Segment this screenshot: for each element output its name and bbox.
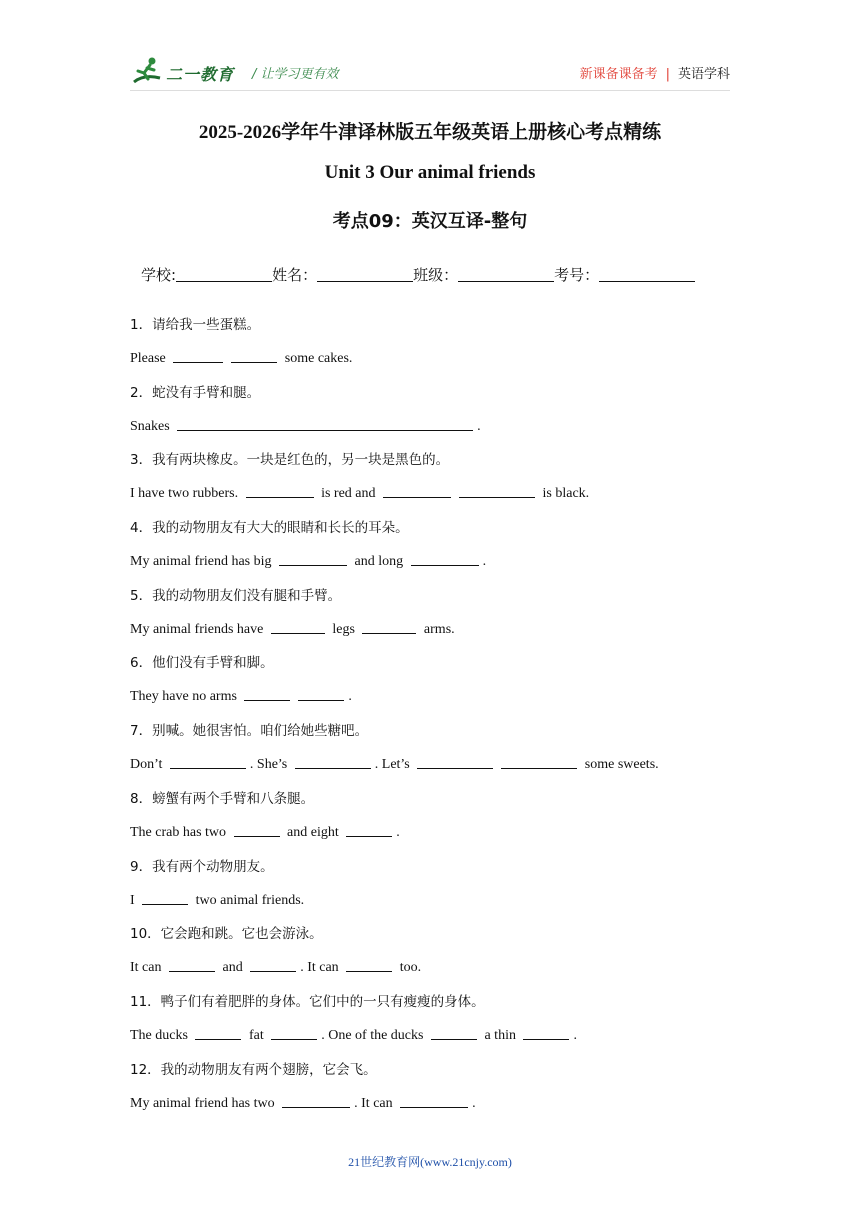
sentence-text: some cakes. <box>281 351 353 366</box>
slogan: / 让学习更有效 <box>252 67 339 82</box>
sentence-text: fat <box>245 1027 268 1043</box>
question-chinese: 10．它会跑和跳。它也会游泳。 <box>130 926 323 943</box>
question-item <box>130 923 730 991</box>
question-chinese: 3．我有两块橡皮。一块是红色的，另一块是黑色的。 <box>130 452 450 469</box>
answer-blank[interactable] <box>177 416 473 431</box>
name-label: 姓名： <box>272 266 318 284</box>
question-english <box>130 416 730 438</box>
logo <box>130 56 240 88</box>
answer-blank[interactable] <box>231 348 277 363</box>
answer-blank[interactable] <box>271 619 325 634</box>
name-field[interactable] <box>317 267 413 282</box>
sentence-text: I <box>130 892 139 908</box>
question-item <box>130 856 730 924</box>
number-field[interactable] <box>599 267 695 282</box>
answer-blank[interactable] <box>295 754 371 769</box>
footer-source: 21世纪教育网(www.21cnjy.com) <box>348 1155 512 1169</box>
header-right <box>580 63 730 82</box>
sentence-text: too. <box>396 960 422 976</box>
sentence-text: . <box>482 554 487 570</box>
sentence-text: . <box>477 418 481 434</box>
logo-text: 二一教育 <box>166 65 235 84</box>
sentence-text: . <box>396 824 400 840</box>
sentence-text: Please <box>130 351 170 366</box>
sentence-text: My animal friend has two <box>130 1095 279 1111</box>
answer-blank[interactable] <box>523 1025 569 1040</box>
question-item <box>130 382 730 450</box>
school-label: 学校: <box>141 266 177 284</box>
question-chinese: 2．蛇没有手臂和腿。 <box>130 384 261 401</box>
sentence-text: They have no arms <box>130 689 241 705</box>
question-english <box>130 1093 730 1115</box>
header-subject: 英语学科 <box>677 67 730 82</box>
topic-title: 考点09：英汉互译-整句 <box>332 211 528 232</box>
answer-blank[interactable] <box>246 483 314 498</box>
answer-blank[interactable] <box>170 754 246 769</box>
runner-logo-icon <box>130 56 166 88</box>
sentence-text: Snakes <box>130 418 174 434</box>
sentence-text: a thin <box>480 1027 520 1043</box>
question-english <box>130 754 730 776</box>
page-header <box>130 56 730 90</box>
answer-blank[interactable] <box>250 957 296 972</box>
sentence-text: is red and <box>317 486 380 502</box>
answer-blank[interactable] <box>431 1025 477 1040</box>
answer-blank[interactable] <box>362 619 416 634</box>
sentence-text: The crab has two <box>130 824 230 840</box>
question-item <box>130 585 730 653</box>
sentence-text: It can <box>130 960 165 976</box>
question-chinese: 9．我有两个动物朋友。 <box>130 858 274 875</box>
sentence-text: . <box>348 689 352 705</box>
sentence-text: . <box>472 1095 476 1111</box>
sentence-text: . One of the ducks <box>321 1027 427 1043</box>
sentence-text: My animal friend has big <box>130 554 276 570</box>
sentence-text: some sweets. <box>581 757 659 773</box>
answer-blank[interactable] <box>411 551 479 566</box>
sentence-text: and long <box>351 554 407 570</box>
question-item <box>130 314 730 382</box>
question-english <box>130 686 730 708</box>
question-chinese: 5．我的动物朋友们没有腿和手臂。 <box>130 587 342 604</box>
question-chinese: 4．我的动物朋友有大大的眼睛和长长的耳朵。 <box>130 520 409 537</box>
question-item <box>130 517 730 585</box>
sentence-text: . <box>573 1027 577 1043</box>
class-field[interactable] <box>458 267 554 282</box>
answer-blank[interactable] <box>195 1025 241 1040</box>
sentence-text: and eight <box>283 824 343 840</box>
sentence-text: arms. <box>420 621 455 637</box>
sentence-text: is black. <box>539 486 590 502</box>
answer-blank[interactable] <box>279 551 347 566</box>
question-english <box>130 483 730 505</box>
sentence-text: . It can <box>300 960 343 976</box>
sentence-text: . Let’s <box>374 757 414 773</box>
question-item <box>130 449 730 517</box>
answer-blank[interactable] <box>383 483 451 498</box>
school-field[interactable] <box>176 267 272 282</box>
question-item <box>130 652 730 720</box>
question-english <box>130 890 730 912</box>
question-english <box>130 551 730 573</box>
answer-blank[interactable] <box>298 686 344 701</box>
header-divider <box>130 90 730 91</box>
sentence-text: . It can <box>354 1095 397 1111</box>
question-english <box>130 1025 730 1047</box>
question-chinese: 11．鸭子们有着肥胖的身体。它们中的一只有瘦瘦的身体。 <box>130 993 485 1010</box>
answer-blank[interactable] <box>400 1093 468 1108</box>
doc-title: 2025-2026学年牛津译林版五年级英语上册核心考点精练 <box>198 122 662 143</box>
answer-blank[interactable] <box>501 754 577 769</box>
question-chinese: 8．螃蟹有两个手臂和八条腿。 <box>130 790 315 807</box>
answer-blank[interactable] <box>234 822 280 837</box>
question-item <box>130 720 730 788</box>
header-separator: | <box>665 67 670 82</box>
question-chinese: 6．他们没有手臂和脚。 <box>130 655 274 672</box>
sentence-text: I have two rubbers. <box>130 486 242 502</box>
question-chinese: 12．我的动物朋友有两个翅膀，它会飞。 <box>130 1061 377 1078</box>
sentence-text: and <box>218 960 247 976</box>
answer-blank[interactable] <box>282 1093 350 1108</box>
answer-blank[interactable] <box>417 754 493 769</box>
answer-blank[interactable] <box>244 686 290 701</box>
question-chinese: 7．别喊。她很害怕。咱们给她些糖吧。 <box>130 723 369 740</box>
sentence-text: My animal friends have <box>130 621 267 637</box>
question-english <box>130 957 730 979</box>
answer-blank[interactable] <box>346 822 392 837</box>
question-list <box>130 314 730 1126</box>
answer-blank[interactable] <box>142 890 188 905</box>
class-label: 班级： <box>413 266 459 284</box>
question-item <box>130 1059 730 1127</box>
sentence-text: . She’s <box>249 757 291 773</box>
question-chinese: 1．请给我一些蛋糕。 <box>130 317 261 333</box>
question-item <box>130 991 730 1059</box>
sentence-text: The ducks <box>130 1027 192 1043</box>
student-info <box>141 264 695 285</box>
header-tag: 新课备课备考 <box>579 67 658 82</box>
question-item <box>130 788 730 856</box>
question-english <box>130 822 730 844</box>
answer-blank[interactable] <box>271 1025 317 1040</box>
answer-blank[interactable] <box>459 483 535 498</box>
unit-title: Unit 3 Our animal friends <box>324 162 536 183</box>
question-english <box>130 619 730 641</box>
answer-blank[interactable] <box>173 348 223 363</box>
number-label: 考号： <box>554 266 600 284</box>
answer-blank[interactable] <box>346 957 392 972</box>
sentence-text: two animal friends. <box>192 892 305 908</box>
answer-blank[interactable] <box>169 957 215 972</box>
sentence-text: Don’t <box>130 757 166 773</box>
question-english <box>130 348 730 370</box>
sentence-text: legs <box>328 621 359 637</box>
